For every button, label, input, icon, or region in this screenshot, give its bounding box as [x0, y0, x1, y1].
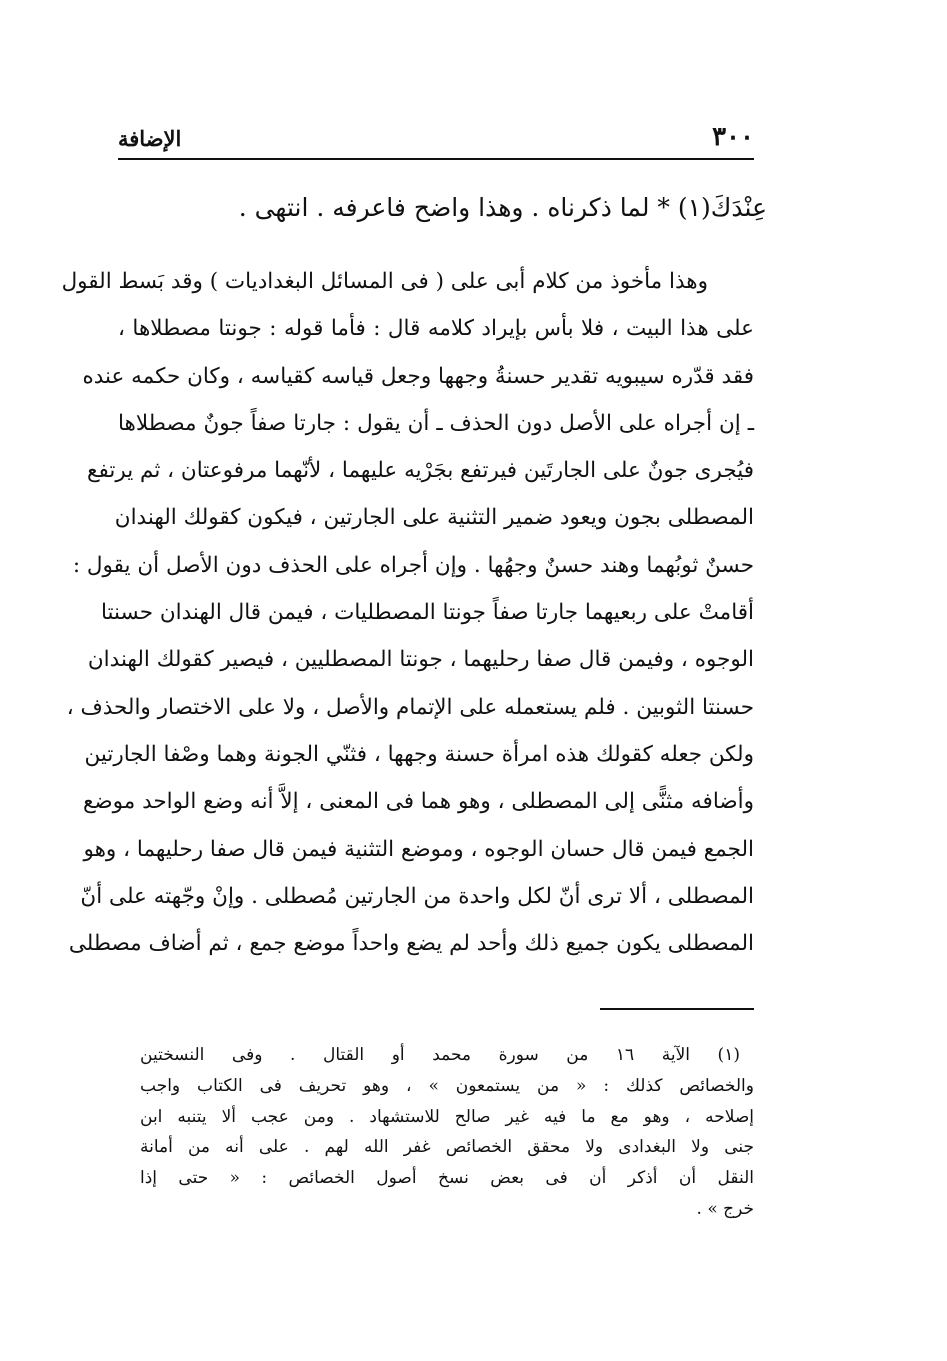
text-line: حسنتا الثوبين . فلم يستعمله على الإتمام والأصل ، ولا على الاختصار والحذف ، [66, 694, 754, 720]
text-line: فقد قدّره سيبويه تقدير حسنةُ وجهها وجعل قياسه كقياسه ، وكان حكمه عنده [82, 363, 754, 389]
page-number: ٣٠٠ [712, 122, 754, 152]
footnote-line: إصلاحه ، وهو مع ما فيه غير صالح للاستشهاد . ومن عجب ألا يتنبه ابن [140, 1106, 754, 1127]
text-line: المصطلى ، ألا ترى أنّ لكل واحدة من الجارتين مُصطلى . وإنْ وجّهته على أنّ [80, 883, 754, 909]
footnotes [140, 1040, 754, 1225]
text-line: وهذا مأخوذ من كلام أبى على ( فى المسائل البغداديات ) وقد بَسط القول [61, 269, 708, 294]
text-line: ـ إن أجراه على الأصل دون الحذف ـ أن يقول : جارتا صفاً جونٌ مصطلاها [118, 410, 754, 436]
page-header [118, 118, 754, 160]
chapter-title: الإضافة [118, 126, 182, 151]
header-rule [118, 158, 754, 160]
footnote-line: جنى ولا البغدادى ولا محقق الخصائص غفر الله لهم . على أنه من أمانة [140, 1137, 754, 1158]
text-line: وأضافه مثنًّى إلى المصطلى ، وهو هما فى المعنى ، إلاَّ أنه وضع الواحد موضع [82, 789, 754, 815]
main-text [61, 258, 754, 967]
footnote-line: والخصائص كذلك : « من يستمعون » ، وهو تحريف فى الكتاب واجب [140, 1075, 754, 1096]
footnote-line: النقل أن أذكر أن فى بعض نسخ أصول الخصائص : « حتى إذا [140, 1168, 754, 1189]
footnote-line: خرج » . [696, 1198, 754, 1219]
text-line: المصطلى بجون ويعود ضمير التثنية على الجارتين ، فيكون كقولك الهندان [114, 505, 754, 531]
text-line: حسنٌ ثوبُهما وهند حسنٌ وجهُها . وإن أجراه على الحذف دون الأصل أن يقول : [72, 552, 754, 578]
text-line: فيُجرى جونٌ على الجارتَين فيرتفع بجَرْيه عليهما ، لأنّهما مرفوعتان ، ثم يرتفع [87, 458, 754, 484]
quoted-verse-continuation: عِنْدَكَ(١) * لما ذكرناه . وهذا واضح فاعرفه . انتهى . [238, 193, 767, 222]
text-line: الوجوه ، وفيمن قال صفا رحليهما ، جونتا المصطليين ، فيصير كقولك الهندان [87, 647, 754, 673]
text-line: الجمع فيمن قال حسان الوجوه ، وموضع التثنية فيمن قال صفا رحليهما ، وهو [83, 836, 754, 862]
text-line: المصطلى يكون جميع ذلك وأحد لم يضع واحداً موضع جمع ، ثم أضاف مصطلى [68, 931, 754, 957]
footnote-separator [600, 1008, 754, 1010]
footnote-line: (١) الآية ١٦ من سورة محمد أو القتال . وفى النسختين [140, 1045, 740, 1065]
text-line: ولكن جعله كقولك هذه امرأة حسنة وجهها ، فثنّي الجونة وهما وصْفا الجارتين [84, 741, 754, 767]
text-line: على هذا البيت ، فلا بأس بإيراد كلامه قال : فأما قوله : جونتا مصطلاها ، [118, 316, 754, 342]
text-line: أقامتْ على ربعيهما جارتا صفاً جونتا المصطليات ، فيمن قال الهندان حسنتا [101, 600, 754, 626]
